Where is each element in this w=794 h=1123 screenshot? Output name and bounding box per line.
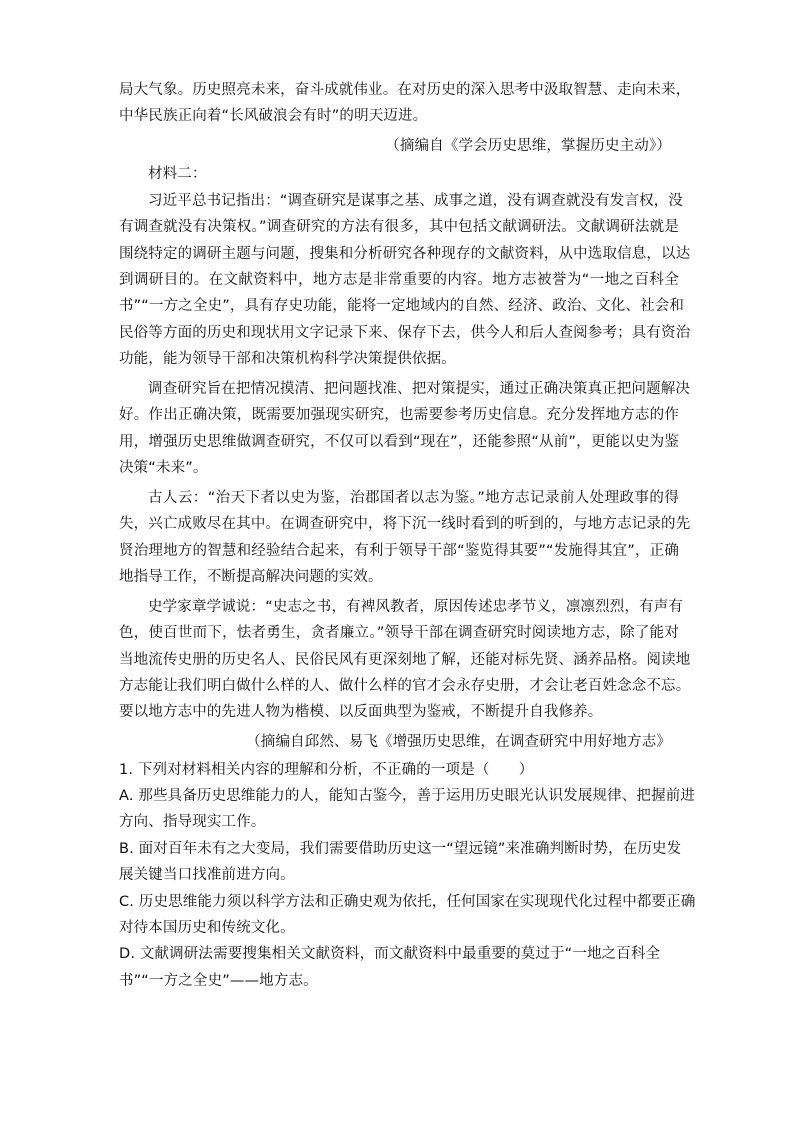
text-line: 贤治理地方的智慧和经验结合起来，有利于领导干部“鉴览得其要”“发施得其宜”，正确 (119, 543, 679, 559)
text-line: （摘编自《学会历史思维，掌握历史主动》） (385, 138, 671, 154)
text-line: B. 面对百年未有之大变局，我们需要借助历史这一“望远镜”来准确判断时势，在历史发 (119, 841, 682, 857)
text-line: 色，使百世而下，怯者勇生，贪者廉立。”领导干部在调查研究时阅读地方志，除了能对 (119, 625, 679, 641)
text-line: 方志能让我们明白做什么样的人、做什么样的官才会永存史册，才会让老百姓念念不忘。 (119, 678, 691, 694)
text-line: 局大气象。历史照亮未来，奋斗成就伟业。在对历史的深入思考中汲取智慧、走向未来， (119, 82, 691, 98)
text-line: C. 历史思维能力须以科学方法和正确史观为依托，任何国家在实现现代化过程中都要正确 (119, 894, 696, 910)
text-line: 好。作出正确决策，既需要加强现实研究，也需要参考历史信息。充分发挥地方志的作 (119, 407, 679, 423)
text-line: 方向、指导现实工作。 (119, 814, 266, 830)
text-line: 古人云：“治天下者以史为鉴，治郡国者以志为鉴。”地方志记录前人处理政事的得 (148, 490, 679, 506)
text-line: 失，兴亡成败尽在其中。在调查研究中，将下沉一线时看到的听到的，与地方志记录的先 (119, 516, 691, 532)
text-line: A. 那些具备历史思维能力的人，能知古鉴今，善于运用历史眼光认识发展规律、把握前进 (119, 788, 696, 804)
text-line: 功能，能为领导干部和决策机构科学决策提供依据。 (119, 351, 456, 367)
text-line: 要以地方志中的先进人物为楷模、以反面典型为鉴戒，不断提升自我修养。 (119, 704, 603, 720)
text-line: 决策“未来”。 (119, 460, 208, 476)
text-line: 地指导工作，不断提高解决问题的实效。 (119, 569, 383, 585)
text-line: 到调研目的。在文献资料中，地方志是非常重要的内容。地方志被誉为“一地之百科全 (119, 272, 679, 288)
text-line: 材料二： (148, 166, 207, 182)
text-line: 习近平总书记指出：“调查研究是谋事之基、成事之道，没有调查就没有发言权，没 (148, 193, 684, 209)
text-line: （摘编自邱然、易飞《增强历史思维，在调查研究中用好地方志》 (246, 734, 671, 750)
text-line: 书”“一方之全史”——地方志。 (119, 973, 318, 989)
text-line: 用，增强历史思维做调查研究，不仅可以看到“现在”，还能参照“从前”，更能以史为鉴 (119, 434, 679, 450)
text-line: 1. 下列对材料相关内容的理解和分析，不正确的一项是（ ） (119, 762, 534, 778)
text-line: 民俗等方面的历史和现状用文字记录下来、保存下去，供今人和后人查阅参考；具有资治 (119, 325, 691, 341)
text-line: 中华民族正向着“长风破浪会有时”的明天迈进。 (119, 108, 428, 124)
text-line: 有调查就没有决策权。”调查研究的方法有很多，其中包括文献调研法。文献调研法就是 (119, 219, 679, 235)
text-line: 当地流传史册的历史名人、民俗民风有更深刻地了解，还能对标先贤、涵养品格。阅读地 (119, 652, 691, 668)
text-line: 对待本国历史和传统文化。 (119, 920, 295, 936)
text-line: D. 文献调研法需要搜集相关文献资料，而文献资料中最重要的莫过于“一地之百科全 (119, 946, 661, 962)
text-line: 书”“一方之全史”，具有存史功能，能将一定地域内的自然、经济、政治、文化、社会和 (119, 298, 685, 314)
text-line: 史学家章学诚说：“史志之书，有裨风教者，原因传述忠孝节义，凛凛烈烈，有声有 (148, 599, 684, 615)
text-line: 展关键当口找准前进方向。 (119, 867, 295, 883)
text-line: 调查研究旨在把情况摸清、把问题找准、把对策提实，通过正确决策真正把问题解决 (148, 381, 691, 397)
text-line: 围绕特定的调研主题与问题，搜集和分析研究各种现存的文献资料，从中选取信息，以达 (119, 246, 691, 262)
